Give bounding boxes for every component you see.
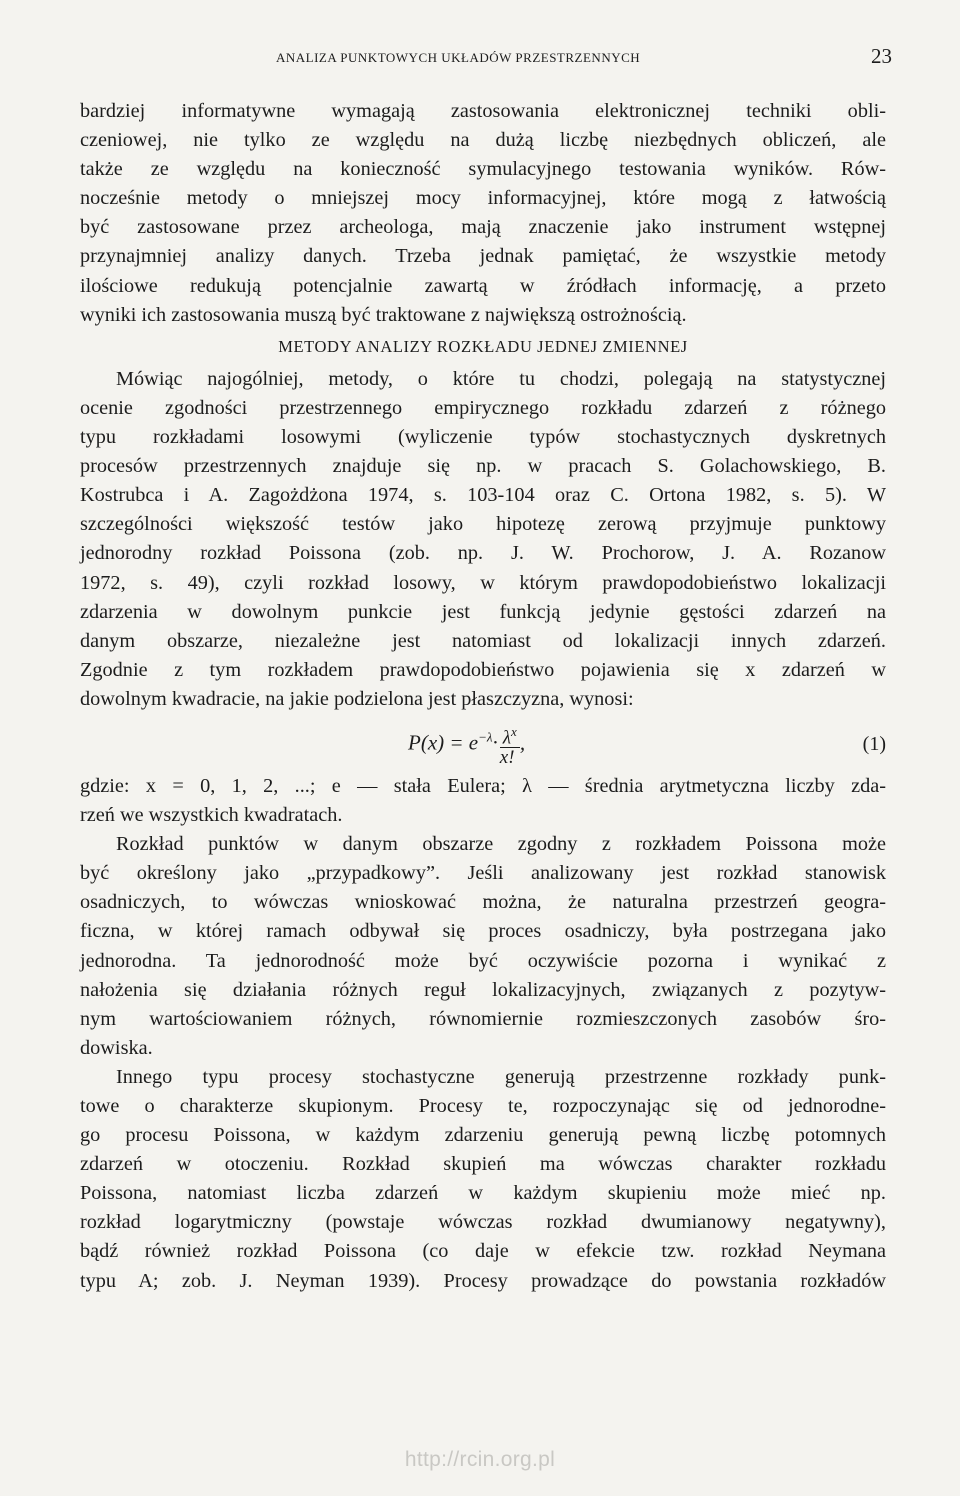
formula-dot: ·	[492, 730, 498, 755]
page-body	[80, 97, 886, 1296]
page-number: 23	[871, 44, 892, 68]
text-line: być określony jako „przypadkowy”. Jeśli analizowany jest rozkład stanowisk	[80, 862, 886, 885]
text-line: Mówiąc najogólniej, metody, o które tu chodzi, polegają na statystycznej	[116, 367, 886, 390]
text-line: Rozkład punktów w danym obszarze zgodny z rozkładem Poissona może	[116, 833, 886, 856]
text-line: bardziej informatywne wymagają zastosowania elektronicznej techniki obli-	[80, 100, 886, 122]
text-line: ilościowe redukują potencjalnie zawartą w źródłach informację, a przeto	[80, 274, 886, 297]
paragraph-1	[80, 97, 886, 330]
text-line: być zastosowane przez archeologa, mają znaczenie jako instrument wstępnej	[80, 216, 886, 239]
text-line: Kostrubca i A. Zagożdżona 1974, s. 103-104 oraz C. Ortona 1982, s. 5). W	[80, 484, 886, 507]
running-head: ANALIZA PUNKTOWYCH UKŁADÓW PRZESTRZENNYCH	[276, 50, 641, 65]
text-line: wyniki ich zastosowania muszą być traktowane z największą ostrożnością.	[80, 303, 687, 326]
text-line: czeniowej, nie tylko ze względu na dużą liczbę niezbędnych obliczeń, ale	[80, 129, 886, 152]
text-line: 1972, s. 49), czyli rozkład losowy, w którym prawdopodobieństwo lokalizacji	[80, 571, 886, 594]
text-line: nałożenia się działania różnych reguł lokalizacyjnych, związanych z pozytyw-	[80, 978, 886, 1001]
text-line: typu A; zob. J. Neyman 1939). Procesy prowadzące do powstania rozkładów	[80, 1269, 886, 1292]
paragraph-3	[80, 772, 886, 830]
section-heading: METODY ANALIZY ROZKŁADU JEDNEJ ZMIENNEJ	[278, 336, 688, 356]
equation-number: (1)	[862, 732, 886, 755]
paragraph-4	[80, 830, 886, 1063]
text-line: rzeń we wszystkich kwadratach.	[80, 804, 343, 827]
paragraph-2	[80, 365, 886, 714]
text-line: typu rozkładami losowymi (wyliczenie typów stochastycznych dyskretnych	[80, 426, 886, 449]
text-line: jednorodna. Ta jednorodność może być oczywiście pozorna i wynikać z	[80, 949, 886, 972]
text-line: Poissona, natomiast liczba zdarzeń w każdym skupieniu może mieć np.	[80, 1182, 886, 1205]
text-line: także ze względu na konieczność symulacyjnego testowania wyników. Rów-	[80, 158, 886, 181]
text-line: szczególności większość testów jako hipotezę zerową przyjmuje punktowy	[80, 513, 886, 536]
text-line: nym wartościowaniem różnych, równomiernie rozmieszczonych zasobów śro-	[80, 1007, 886, 1030]
text-line: zdarzeń w otoczeniu. Rozkład skupień ma wówczas charakter rozkładu	[80, 1153, 886, 1176]
text-line: nocześnie metody o mniejszej mocy informacyjnej, które mogą z łatwością	[80, 187, 886, 210]
text-line: Zgodnie z tym rozkładem prawdopodobieństwo pojawienia się x zdarzeń w	[80, 658, 886, 681]
formula-exponent: −λ	[478, 729, 493, 745]
footer-url: http://rcin.org.pl	[404, 1448, 556, 1471]
text-line: jednorodny rozkład Poissona (zob. np. J. W. Prochorow, J. A. Rozanow	[80, 542, 886, 565]
text-line: Innego typu procesy stochastyczne generują przestrzenne rozkłady punk-	[116, 1065, 886, 1088]
numerator-base: λ	[502, 727, 512, 749]
text-line: ocenie zgodności przestrzennego empirycznego rozkładu zdarzeń z różnego	[80, 396, 886, 419]
text-line: go procesu Poissona, w każdym zdarzeniu generują pewną liczbę potomnych	[80, 1124, 886, 1147]
formula-lhs: P(x) = e	[408, 730, 479, 755]
text-line: danym obszarze, niezależne jest natomiast od lokalizacji innych zdarzeń.	[80, 629, 886, 652]
text-line: dowolnym kwadracie, na jakie podzielona jest płaszczyzna, wynosi:	[80, 687, 634, 710]
numerator-exponent: x	[511, 723, 517, 739]
poisson-formula	[408, 722, 525, 767]
text-line: rozkład logarytmiczny (powstaje wówczas rozkład dwumianowy negatywny),	[80, 1211, 886, 1234]
formula-fraction	[500, 722, 520, 767]
text-line: dowiska.	[80, 1036, 153, 1059]
text-line: towe o charakterze skupionym. Procesy te, rozpoczynając się od jednorodne-	[80, 1095, 886, 1117]
formula-numerator	[500, 722, 520, 748]
text-line: przynajmniej analizy danych. Trzeba jednak pamiętać, że wszystkie metody	[80, 245, 886, 268]
paragraph-5	[80, 1063, 886, 1296]
formula-denominator: x!	[499, 747, 515, 769]
text-line: procesów przestrzennych znajduje się np. w pracach S. Golachowskiego, B.	[80, 455, 886, 478]
text-line: gdzie: x = 0, 1, 2, ...; e — stała Eulera; λ — średnia arytmetyczna liczby zda-	[80, 774, 886, 797]
text-line: ficzna, w której ramach odbywał się proces osadniczy, była postrzegana jako	[80, 920, 886, 943]
formula-trail: ,	[519, 730, 526, 755]
page-header	[80, 40, 892, 76]
text-line: osadniczych, to wówczas wnioskować można, że naturalna przestrzeń geogra-	[80, 891, 886, 914]
text-line: bądź również rozkład Poissona (co daje w efekcie tzw. rozkład Neymana	[80, 1240, 886, 1263]
equation-1	[80, 714, 886, 772]
text-line: zdarzenia w dowolnym punkcie jest funkcją jedynie gęstości zdarzeń na	[80, 600, 886, 623]
